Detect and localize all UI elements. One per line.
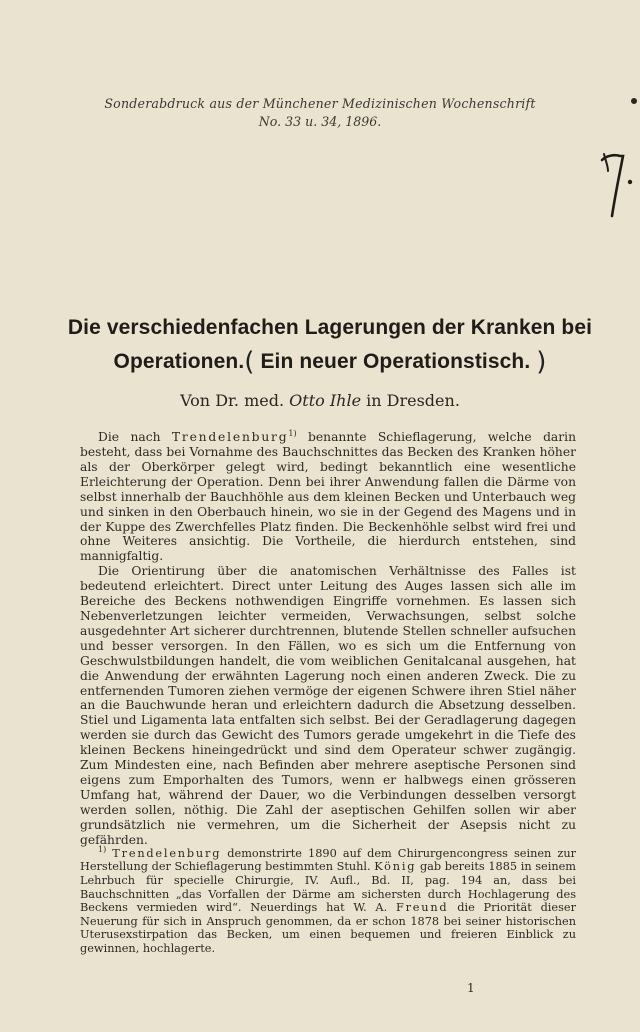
- author-prefix: Von Dr. med.: [180, 391, 285, 410]
- footnote: [80, 843, 576, 956]
- opening-bracket: (: [244, 347, 255, 377]
- handwritten-number: [596, 136, 636, 220]
- page-number: 1: [467, 981, 475, 995]
- article-title-line1: Die verschiedenfachen Lagerungen der Kranken bei: [67, 316, 593, 339]
- footnote-name-freund: Freund: [395, 901, 449, 915]
- author-location: in Dresden.: [366, 391, 460, 410]
- subtitle-operating-table: Ein neuer Operationstisch.: [260, 350, 531, 373]
- name-trendelenburg: Trendelenburg: [171, 430, 289, 445]
- title-part-operationen: Operationen.: [113, 350, 245, 373]
- footnote-text: [80, 843, 576, 956]
- footnote-text-1: demonstrirte 1890 auf dem Chirurgencongress seinen zur Herstellung der Schieflagerung bestimmten Stuhl.: [80, 846, 577, 874]
- author-name: Otto Ihle: [289, 391, 362, 410]
- p1-intro: Die nach: [98, 430, 172, 445]
- footnote-text-2: gab bereits 1885 in seinem Lehrbuch für specielle Chirurgie, IV. Aufl., Bd. II, pag. 194 an, dass bei Bauchschnitten „das Vorfallen der Därme am sichersten durch Hochlagerung des Beckens vermieden wird“. Neuerdings hat W. A.: [80, 860, 576, 915]
- issue-reference: No. 33 u. 34, 1896.: [258, 114, 382, 129]
- footnote-ref: 1): [288, 429, 297, 438]
- footnote-marker: 1): [98, 845, 107, 854]
- footnote-name-trendelenburg: Trendelenburg: [112, 846, 222, 860]
- paragraph-2: Die Orientirung über die anatomischen Verhältnisse des Falles ist bedeutend erleichtert. Direct unter Leitung des Auges lassen sich alle im Bereiche des Beckens nothwendigen Eingriffe vornehmen. Es lassen sich Nebenverletzungen leichter vermeiden, Verwachsungen, selbst solche ausgedehnter Art sicherer durchtrennen, blutende Stellen schneller aufsuchen und besser versorgen. In den Fällen, wo es sich um die Entfernung von Geschwulstbildungen handelt, die vom weiblichen Genitalcanal ausgehen, hat die Anwendung der erwähnten Lagerung noch einen anderen Zweck. Die zu entfernenden Tumoren ziehen vermöge der eigenen Schwere ihren Stiel näher an die Bauchwunde heran und erleichtern dadurch die Absetzung desselben. Stiel und Ligamenta lata entfalten sich selbst. Bei der Geradlagerung dagegen werden sie durch das Gewicht des Tumors gerade umgekehrt in die Tiefe des kleinen Beckens hineingedrückt und sind dem Operateur schwer zugängig. Zum Mindesten eine, nach Befinden aber mehrere aseptische Personen sind eigens zum Emporhalten des Tumors, wenn er halbwegs einen grösseren Umfang hat, während der Dauer, wo die Verbindungen desselben versorgt werden sollen, nöthig. Die Zahl der aseptischen Gehilfen sollen wir aber grundsätzlich nie vermehren, um die Sicherheit der Asepsis nicht zu gefährden.: [80, 564, 576, 847]
- author-line: [0, 391, 640, 410]
- paragraph-1: [80, 427, 576, 564]
- article-title-line2: [60, 347, 600, 377]
- closing-bracket: ): [536, 347, 547, 377]
- footnote-text-3: die Priorität dieser Neuerung für sich in Anspruch genommen, da er schon 1878 bei seiner historischen Uterusexstirpation das Becken, um einen bequemen und freieren Einblick zu gewinnen, hochlagerte.: [80, 901, 576, 955]
- footnote-name-koenig: König: [374, 860, 417, 874]
- article-body: [80, 427, 576, 847]
- offprint-header: Sonderabdruck aus der Münchener Medizinischen Wochenschrift: [104, 96, 536, 111]
- p1-text: benannte Schieflagerung, welche darin besteht, dass bei Vornahme des Bauchschnittes das Becken des Kranken höher als der Oberkörper gelegt wird, bedingt bekanntlich eine wesentliche Erleichterung der Operation. Denn bei ihrer Anwendung fallen die Därme von selbst innerhalb der Bauchhöhle aus dem kleinen Becken und Unterbauch weg und sinken in den Oberbauch hinein, wo sie in der Gegend des Magens und in der Kuppe des Zwerchfelles Platz finden. Die Beckenhöhle selbst wird frei und ohne Weiteres ansichtig. Die Vortheile, die hierdurch entstehen, sind mannigfaltig.: [80, 430, 576, 564]
